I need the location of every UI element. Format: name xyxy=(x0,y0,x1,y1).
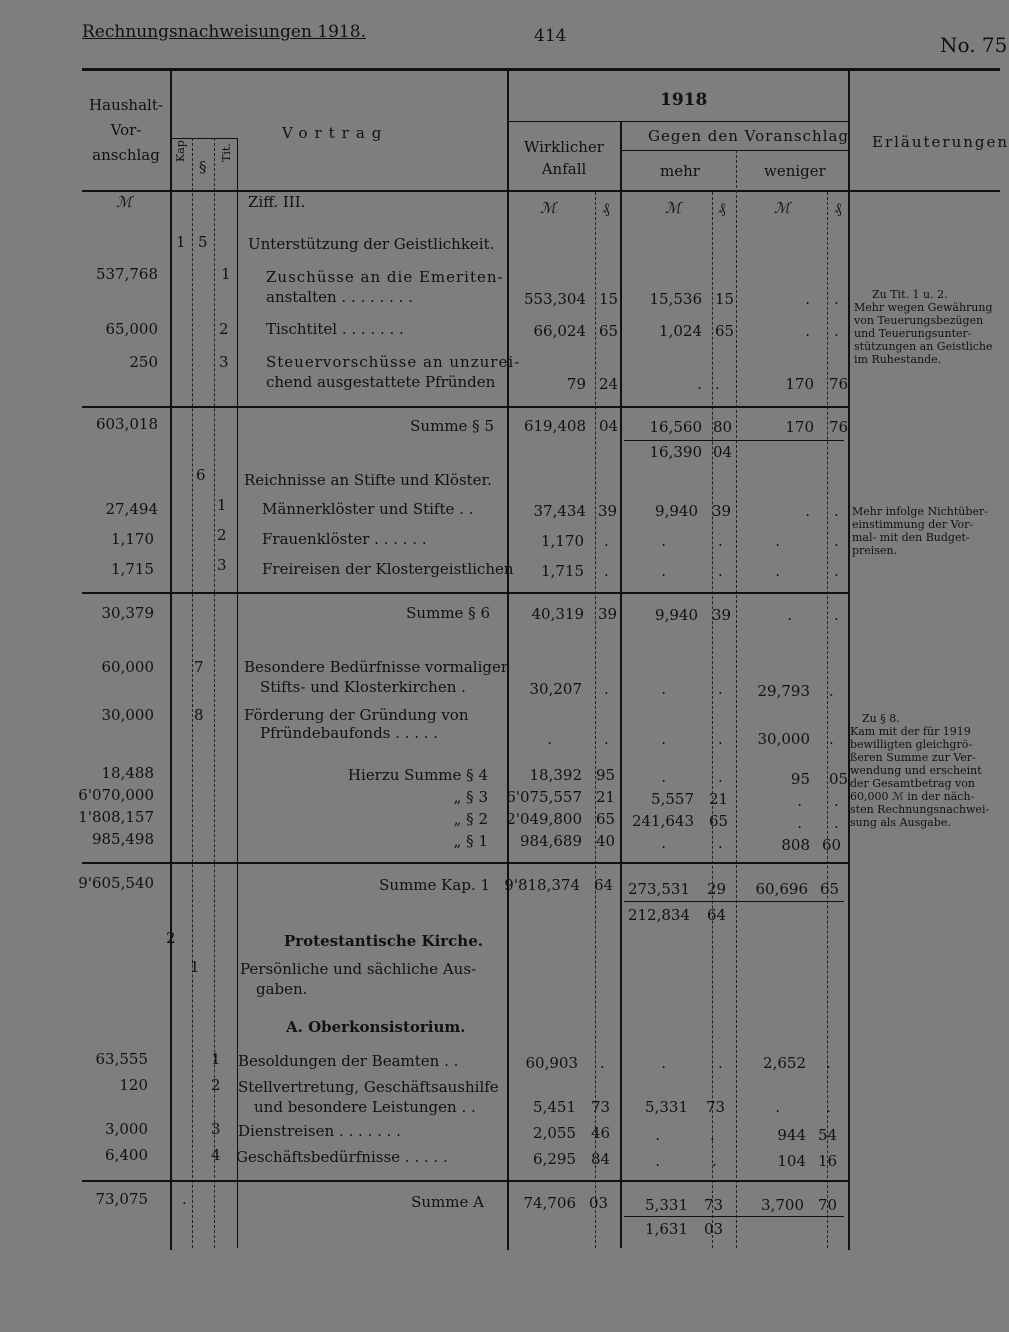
col-divider-wirklicher xyxy=(620,122,622,1248)
unit-pf-weniger: ₰ xyxy=(834,199,842,217)
row-k2p1-par: 1 xyxy=(190,958,200,976)
row-oberkonsistorium: A. Oberkonsistorium. xyxy=(286,1018,466,1036)
row-p6-text: Reichnisse an Stifte und Klöster. xyxy=(244,471,492,489)
header-vortrag: Vortrag xyxy=(282,124,389,142)
unit-mark-haushalt: ℳ xyxy=(116,193,133,211)
header-kap: Kap. xyxy=(174,136,187,162)
unit-mark-weniger: ℳ xyxy=(774,199,791,217)
header-mehr: mehr xyxy=(660,162,700,180)
row-k1p5-par: 5 xyxy=(198,233,208,251)
running-title: Rechnungsnachweisungen 1918. xyxy=(82,22,366,42)
row-k2-text: Protestantische Kirche. xyxy=(284,932,483,950)
row-k1p5-text: Unterstützung der Geistlichkeit. xyxy=(248,235,495,253)
rule-summe-kap1 xyxy=(82,862,848,864)
rule-summe-a xyxy=(82,1180,848,1182)
col-divider-kap xyxy=(192,138,193,1248)
col-divider-mehr xyxy=(736,150,737,1248)
note-par-8: Zu § 8. Kam mit der für 1919 bewilligten gleichgrö- ßeren Summe zur Ver- wendung und erscheint der Gesamtbetrag von 60,000 ℳ in der näch- sten Rechnungsnachwei- sung als Ausgabe. xyxy=(850,712,990,829)
page-number: 414 xyxy=(534,26,567,46)
document-number: No. 75 xyxy=(940,33,1008,57)
gegen-rule xyxy=(622,150,848,151)
col-divider-weniger xyxy=(848,70,850,1250)
rule-summe-6 xyxy=(82,592,848,594)
col-divider-haushalt xyxy=(170,70,172,1250)
row-ziff-text: Ziff. III. xyxy=(248,193,306,211)
header-gegen: Gegen den Voranschlag xyxy=(648,127,850,145)
col-divider-m-pf xyxy=(712,192,713,1248)
row-k1p5-kap: 1 xyxy=(176,233,186,251)
header-year: 1918 xyxy=(660,90,708,110)
unit-pf-wirklicher: ₰ xyxy=(602,199,610,217)
header-tit: Tit. xyxy=(220,143,233,162)
header-weniger: weniger xyxy=(764,162,826,180)
row-k2-kap: 2 xyxy=(166,929,176,947)
top-rule xyxy=(82,68,1000,71)
unit-pf-mehr: ₰ xyxy=(718,199,726,217)
header-wirklicher-2: Anfall xyxy=(541,160,587,178)
col-divider-w-pf xyxy=(595,192,596,1248)
col-divider-n-pf xyxy=(827,192,828,1248)
header-bottom-rule xyxy=(82,190,1000,192)
unit-mark-mehr: ℳ xyxy=(665,199,682,217)
unit-mark-wirklicher: ℳ xyxy=(540,199,557,217)
rule-summe-5 xyxy=(82,406,848,408)
year-rule xyxy=(508,121,848,122)
header-erlaeuterungen: Erläuterungen xyxy=(872,133,1009,151)
note-tit-1-2: Zu Tit. 1 u. 2. Mehr wegen Gewährung von Teuerungsbezügen und Teuerungsunter- stützungen an Geistliche im Ruhestande. xyxy=(854,288,993,366)
header-wirklicher-1: Wirklicher xyxy=(524,138,604,156)
note-nichtuebereinstimmung: Mehr infolge Nichtüber- einstimmung der Vor- mal- mit den Budget- preisen. xyxy=(852,505,988,557)
row-p6-par: 6 xyxy=(196,466,206,484)
header-par: § xyxy=(199,158,207,176)
